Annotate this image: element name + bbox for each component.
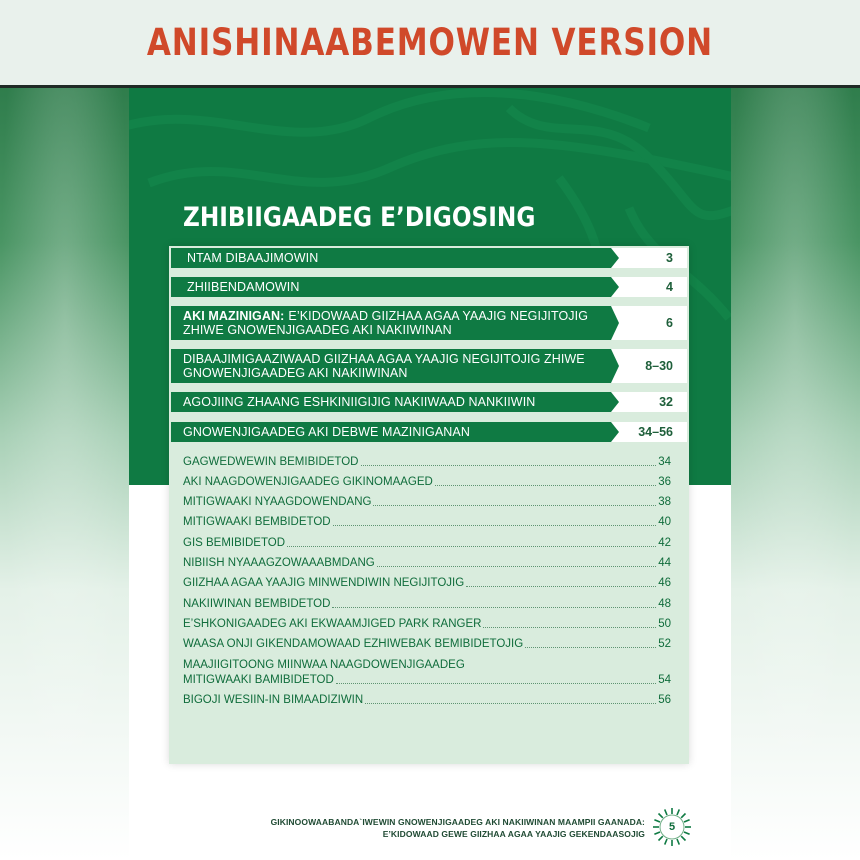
toc-row-label: DIBAAJIMIGAAZIWAAD GIIZHAA AGAA YAAJIG NEGIJITOJIG ZHIWE GNOWENJIGAADEG AKI NAKIIWINAN [183, 352, 585, 380]
document-page [129, 88, 731, 860]
toc-row[interactable] [171, 422, 687, 442]
toc-row-page: 3 [666, 251, 673, 265]
toc-entry[interactable]: GAGWEDWEWIN BEMIBIDETOD 34 [183, 456, 671, 468]
footer-line-2: E’KIDOWAAD GEWE GIIZHAA AGAA YAAJIG GEKENDAASOJIG [382, 829, 645, 839]
toc-row-label: NTAM DIBAAJIMOWIN [187, 251, 319, 265]
toc-row[interactable] [171, 392, 687, 412]
header-banner [0, 0, 860, 88]
toc-row-label: ZHIIBENDAMOWIN [187, 280, 300, 294]
banner-title: ANISHINAABEMOWEN VERSION [146, 21, 714, 64]
toc-row-page: 8–30 [645, 359, 673, 373]
toc-entry[interactable]: GIS BEMIBIDETOD 42 [183, 537, 671, 549]
toc-row-page: 6 [666, 316, 673, 330]
toc-row-label: AGOJIING ZHAANG ESHKINIIGIJIG NAKIIWAAD NANKIIWIN [183, 395, 536, 409]
toc-row-label: AKI MAZINIGAN: E’KIDOWAAD GIIZHAA AGAA YAAJIG NEGIJITOJIG ZHIWE GNOWENJIGAADEG AKI NAKIIWINAN [183, 309, 589, 337]
toc-entry[interactable]: MITIGWAAKI NYAAGDOWENDANG 38 [183, 496, 671, 508]
right-backdrop [730, 88, 860, 860]
toc-row-page: 34–56 [638, 425, 673, 439]
toc-entry[interactable]: NAKIIWINAN BEMBIDETOD 48 [183, 598, 671, 610]
toc-entry[interactable]: AKI NAAGDOWENJIGAADEG GIKINOMAAGED 36 [183, 476, 671, 488]
toc-entry[interactable]: WAASA ONJI GIKENDAMOWAAD EZHIWEBAK BEMIBIDETOJIG 52 [183, 638, 671, 650]
page-footer [271, 816, 645, 840]
toc-panel [169, 246, 689, 764]
toc-row[interactable] [171, 277, 687, 297]
left-backdrop [0, 88, 130, 860]
toc-entry-line: MAAJIIGITOONG MIINWAA NAAGDOWENJIGAADEG [183, 659, 465, 671]
footer-line-1: GIKINOOWAABANDA`IWEWIN GNOWENJIGAADEG AKI NAKIIWINAN MAAMPII GAANADA: [270, 817, 645, 827]
toc-row[interactable] [171, 306, 687, 340]
toc-entry[interactable]: BIGOJI WESIIN-IN BIMAADIZIWIN 56 [183, 694, 671, 706]
toc-entry[interactable]: NIBIISH NYAAAGZOWAAABMDANG 44 [183, 557, 671, 569]
toc-row-label: GNOWENJIGAADEG AKI DEBWE MAZINIGANAN [183, 425, 470, 439]
toc-entry[interactable]: MITIGWAAKI BEMBIDETOD 40 [183, 516, 671, 528]
toc-row-page: 4 [666, 280, 673, 294]
toc-row[interactable] [171, 349, 687, 383]
toc-row[interactable] [171, 248, 687, 268]
page-number-badge [652, 807, 692, 847]
toc-entry[interactable]: MITIGWAAKI BAMIBIDETOD 54 [183, 674, 671, 686]
toc-entry[interactable]: GIIZHAA AGAA YAAJIG MINWENDIWIN NEGIJITOJIG 46 [183, 577, 671, 589]
toc-title: ZHIBIIGAADEG E’DIGOSING [183, 202, 536, 233]
toc-entry[interactable]: E’SHKONIGAADEG AKI EKWAAMJIGED PARK RANGER 50 [183, 618, 671, 630]
page-number: 5 [668, 821, 676, 833]
toc-row-page: 32 [659, 395, 673, 409]
